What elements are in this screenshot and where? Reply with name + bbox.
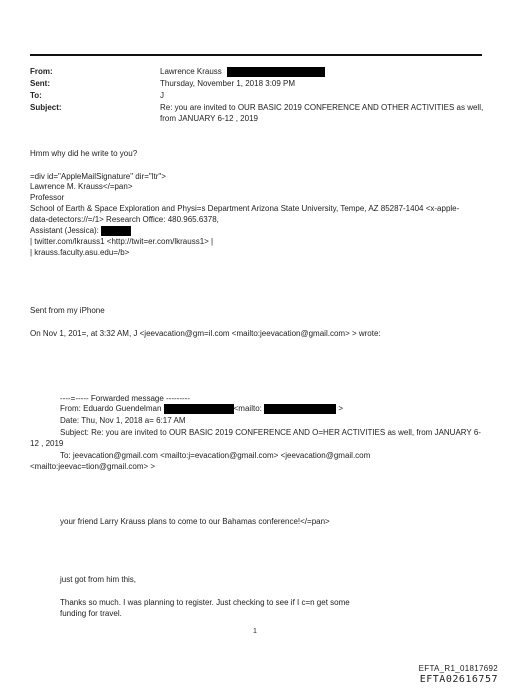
from-value [160, 67, 490, 78]
bates-number-large: EFTA02616757 [419, 674, 498, 685]
subject-label: Subject: [30, 103, 62, 112]
on-wrote-line: On Nov 1, 201=, at 3:32 AM, J <jeevacation@gm=il.com <mailto:jeevacation@gmail.com> > wrote: [30, 329, 381, 338]
signature-line: data-detectors://=/1> Research Office: 480.965.6378, [30, 215, 219, 224]
from-name: Lawrence Krauss [160, 67, 222, 77]
from-label: From: [30, 67, 53, 76]
signature-line: Professor [30, 193, 65, 202]
forwarded-from: From: Eduardo Guendelman [60, 404, 162, 414]
message-line: your friend Larry Krauss plans to come to our Bahamas conference!</=pan> [60, 517, 330, 526]
forwarded-subject-1: Subject: Re: you are invited to OUR BASIC 2019 CONFERENCE AND O=HER ACTIVITIES as well, from JANUARY 6- [60, 428, 481, 437]
redaction-box [164, 404, 234, 414]
to-label: To: [30, 91, 42, 100]
opening-line: Hmm why did he write to you? [30, 149, 138, 158]
signature-line: Lawrence M. Krauss</=pan> [30, 182, 133, 191]
sent-from-line: Sent from my iPhone [30, 306, 105, 315]
signature-line: School of Earth & Space Exploration and Physi=s Department Arizona State University, Tempe, AZ 85287-1404 <x-apple- [30, 204, 460, 213]
signature-line: =div id="AppleMailSignature" dir="ltr"> [30, 172, 166, 181]
forwarded-mailto: <mailto: [233, 404, 262, 414]
sent-label: Sent: [30, 79, 50, 88]
message-line: Thanks so much. I was planning to register. Just checking to see if I c=n get some [60, 598, 350, 607]
subject-line-2: from JANUARY 6-12 , 2019 [160, 114, 258, 123]
signature-line: | krauss.faculty.asu.edu=/b> [30, 248, 130, 257]
forwarded-marker: ----=----- Forwarded message --------- [60, 394, 190, 403]
subject-line-1: Re: you are invited to OUR BASIC 2019 CONFERENCE AND OTHER ACTIVITIES as well, [160, 103, 484, 112]
redaction-box [227, 67, 325, 77]
forwarded-to-1: To: jeevacation@gmail.com <mailto:j=evacation@gmail.com> <jeevacation@gmail.com [60, 451, 371, 460]
page-number: 1 [253, 628, 257, 635]
signature-line [30, 226, 490, 237]
to-value: J [160, 91, 164, 100]
header-rule [30, 54, 482, 56]
signature-line: | twitter.com/lkrauss1 <http://twit=er.com/lkrauss1> | [30, 237, 214, 246]
assistant-label: Assistant (Jessica): [30, 226, 99, 236]
message-line: funding for travel. [60, 609, 122, 618]
message-line: just got from him this, [60, 575, 137, 584]
forwarded-to-2: <mailto:jeevac=tion@gmail.com> > [30, 462, 156, 471]
redaction-box [264, 404, 336, 414]
forwarded-date: Date: Thu, Nov 1, 2018 a= 6:17 AM [60, 416, 186, 425]
redaction-box [101, 226, 131, 236]
forwarded-subject-2: 12 , 2019 [30, 439, 64, 448]
sent-value: Thursday, November 1, 2018 3:09 PM [160, 79, 296, 88]
forwarded-close: > [338, 404, 343, 414]
bates-number-small: EFTA_R1_01817692 [418, 664, 498, 673]
forwarded-from-line [60, 404, 490, 415]
